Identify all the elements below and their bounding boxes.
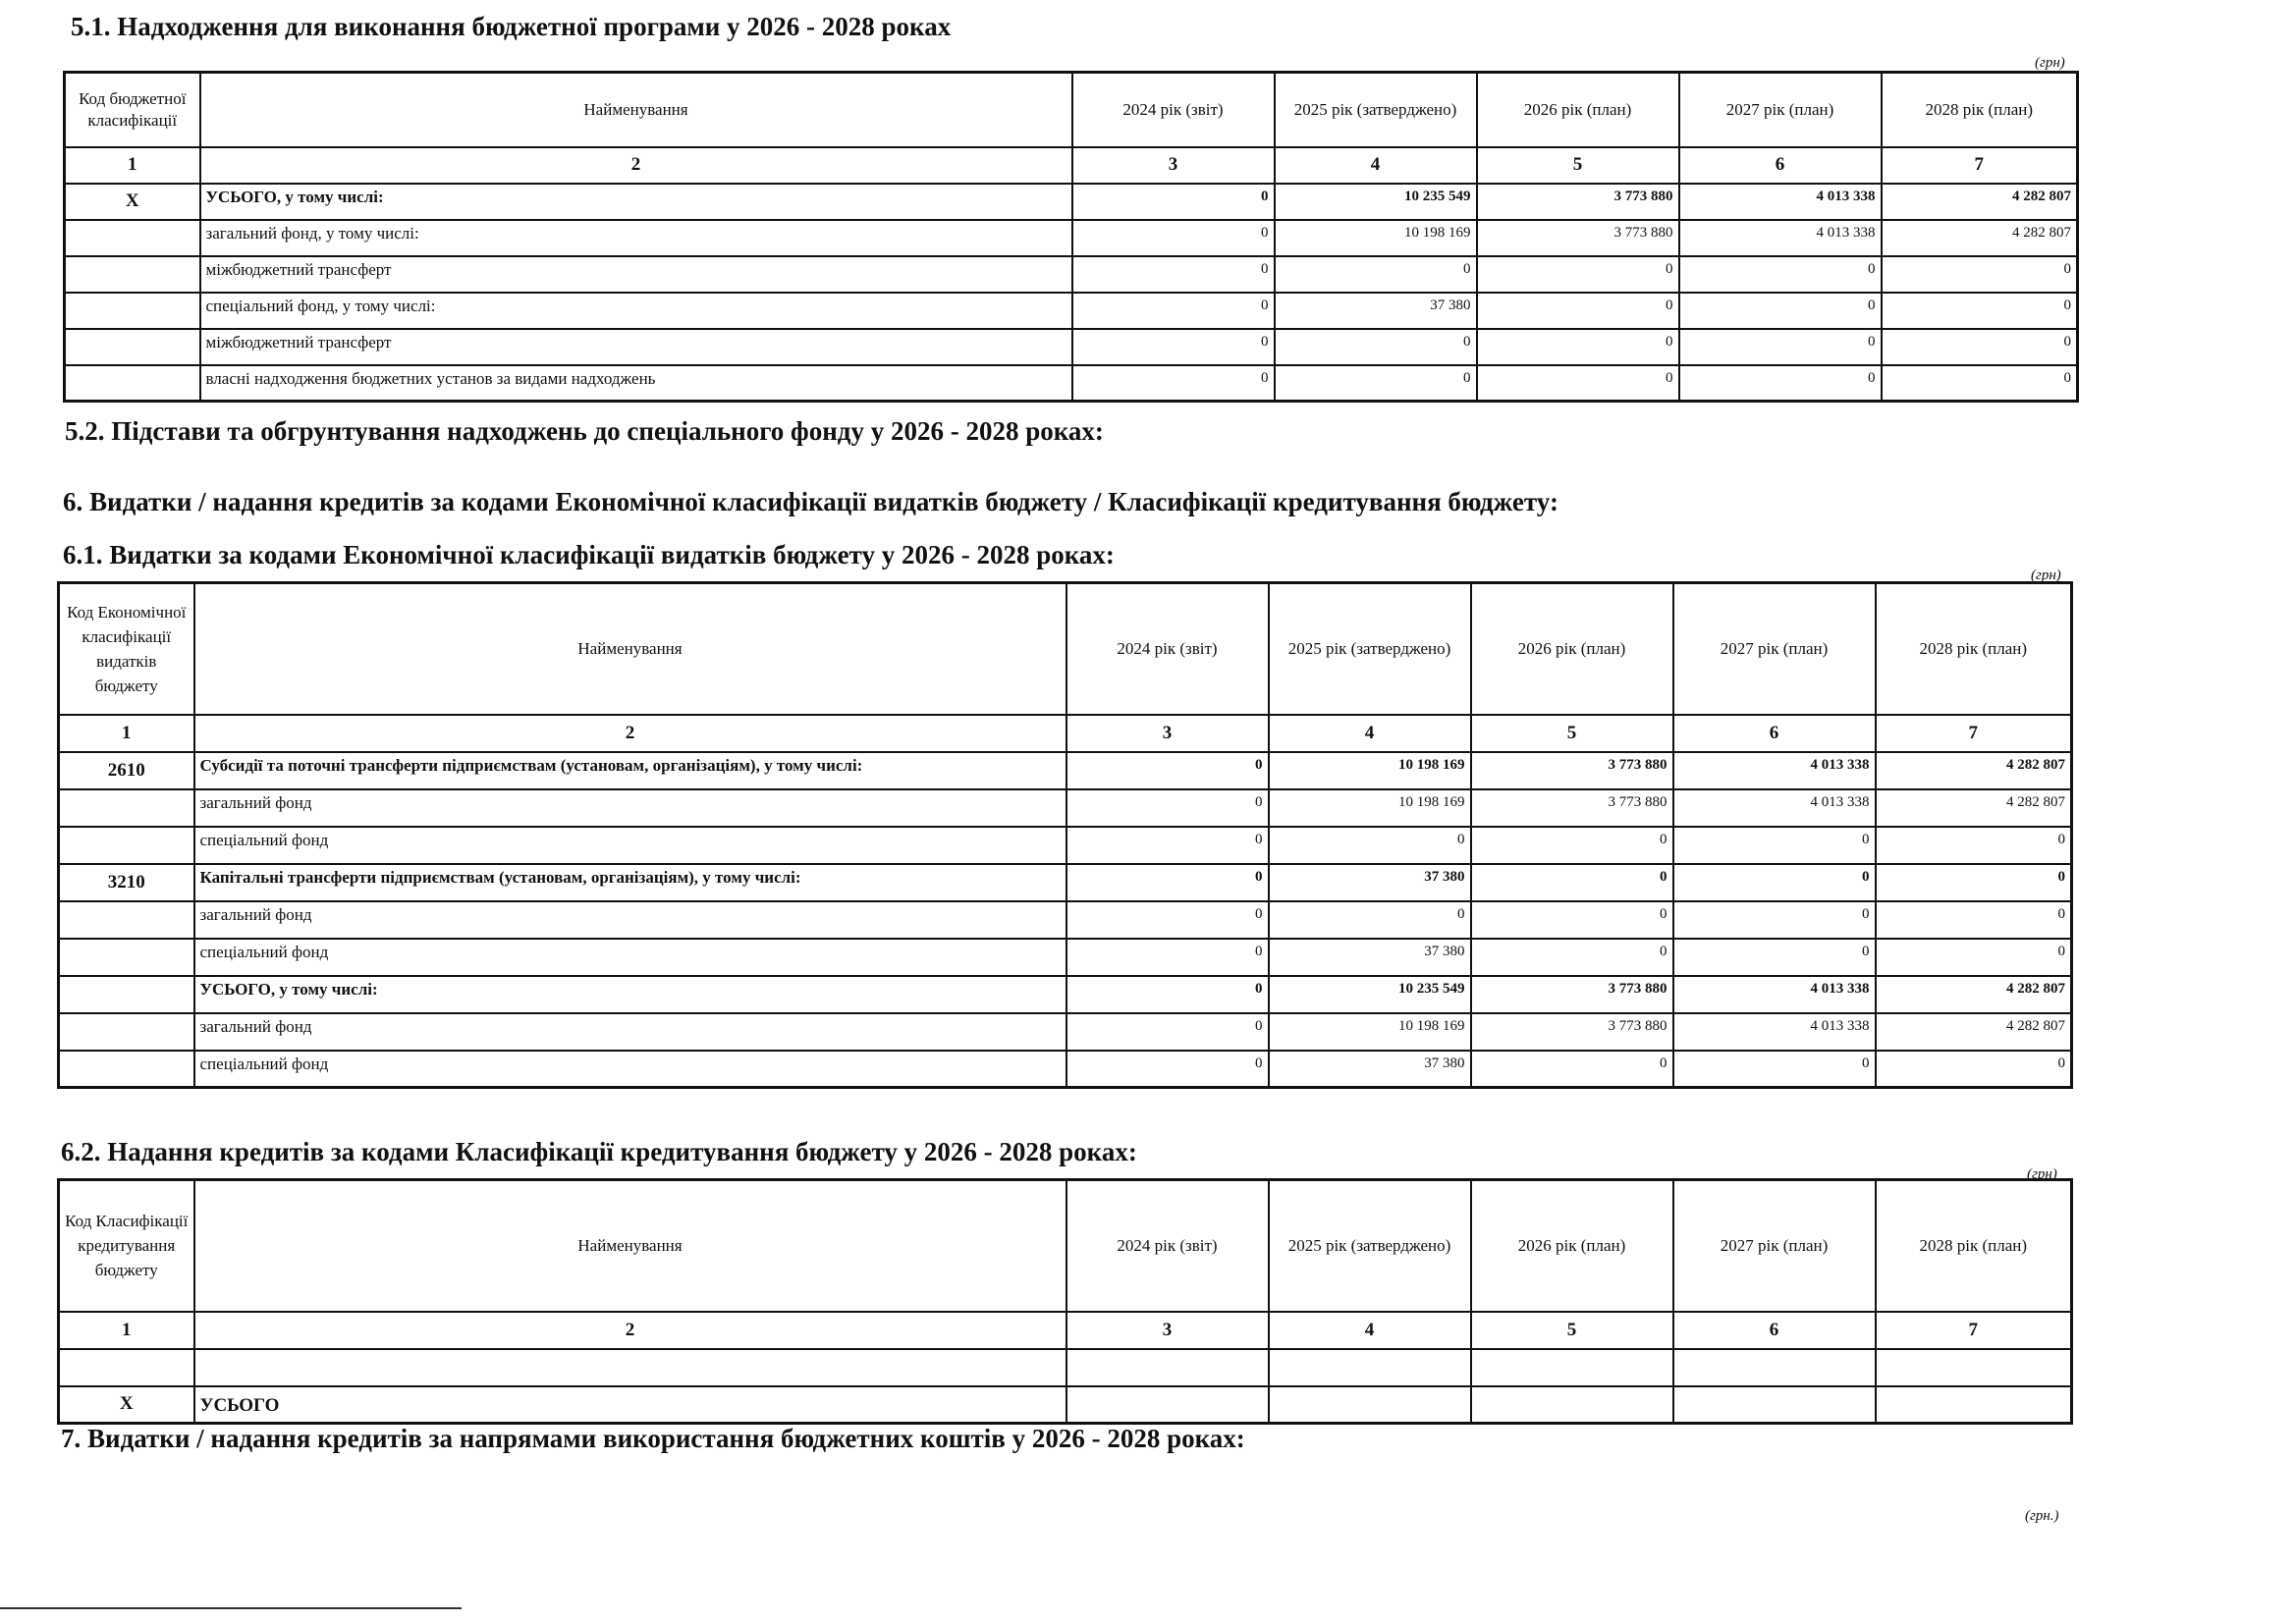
table-row bbox=[59, 939, 2072, 976]
col-2026-header: 2026 рік (план) bbox=[1471, 1180, 1673, 1312]
col-2028-header: 2028 рік (план) bbox=[1876, 583, 2072, 715]
table-row bbox=[59, 827, 2072, 864]
value-2026: 3 773 880 bbox=[1471, 752, 1673, 789]
value-2026 bbox=[1471, 1386, 1673, 1424]
value-2027: 0 bbox=[1673, 827, 1876, 864]
col-number: 3 bbox=[1066, 1312, 1269, 1349]
col-number: 6 bbox=[1673, 715, 1876, 752]
row-name: міжбюджетний трансферт bbox=[200, 329, 1072, 365]
value-2025: 10 235 549 bbox=[1269, 976, 1471, 1013]
col-number: 1 bbox=[59, 1312, 194, 1349]
value-2024: 0 bbox=[1066, 901, 1269, 939]
value-2025: 10 198 169 bbox=[1269, 789, 1471, 827]
col-2028-header: 2028 рік (план) bbox=[1882, 73, 2078, 147]
row-code bbox=[59, 901, 194, 939]
col-2028-header: 2028 рік (план) bbox=[1876, 1180, 2072, 1312]
value-2027: 4 013 338 bbox=[1673, 752, 1876, 789]
row-code bbox=[59, 976, 194, 1013]
table-5-1-body bbox=[65, 73, 2078, 402]
value-2028: 0 bbox=[1882, 256, 2078, 293]
col-code-header: Код Економічної класифікації видатків бюджету bbox=[59, 583, 194, 715]
value-2025 bbox=[1269, 1386, 1471, 1424]
value-2028 bbox=[1876, 1386, 2072, 1424]
value-2025: 10 198 169 bbox=[1269, 752, 1471, 789]
value-2024: 0 bbox=[1072, 184, 1275, 220]
value-2024: 0 bbox=[1072, 220, 1275, 256]
value-2026: 0 bbox=[1471, 864, 1673, 901]
row-code bbox=[59, 1051, 194, 1088]
col-code-header: Код бюджетної класифікації bbox=[65, 73, 200, 147]
col-2026-header: 2026 рік (план) bbox=[1471, 583, 1673, 715]
row-name: спеціальний фонд bbox=[194, 939, 1066, 976]
value-2028: 4 282 807 bbox=[1876, 1013, 2072, 1051]
row-name: загальний фонд, у тому числі: bbox=[200, 220, 1072, 256]
value-2028: 4 282 807 bbox=[1876, 976, 2072, 1013]
value-2024: 0 bbox=[1066, 1051, 1269, 1088]
row-code bbox=[59, 1013, 194, 1051]
row-code bbox=[59, 1349, 194, 1386]
col-number: 1 bbox=[59, 715, 194, 752]
value-2024: 0 bbox=[1072, 329, 1275, 365]
value-2028 bbox=[1876, 1349, 2072, 1386]
col-code-header: Код Класифікації кредитування бюджету bbox=[59, 1180, 194, 1312]
col-name-header: Найменування bbox=[194, 583, 1066, 715]
value-2028: 0 bbox=[1876, 827, 2072, 864]
row-name: власні надходження бюджетних установ за видами надходжень bbox=[200, 365, 1072, 402]
value-2027 bbox=[1673, 1386, 1876, 1424]
row-code: Х bbox=[65, 184, 200, 220]
table-row bbox=[59, 1013, 2072, 1051]
value-2025: 10 198 169 bbox=[1269, 1013, 1471, 1051]
table-row bbox=[59, 901, 2072, 939]
value-2027: 0 bbox=[1679, 256, 1882, 293]
value-2026 bbox=[1471, 1349, 1673, 1386]
value-2026: 0 bbox=[1471, 901, 1673, 939]
col-number: 7 bbox=[1876, 715, 2072, 752]
table-row bbox=[59, 1386, 2072, 1424]
value-2025: 0 bbox=[1269, 827, 1471, 864]
value-2024: 0 bbox=[1066, 1013, 1269, 1051]
section-7-unit: (грн.) bbox=[2025, 1508, 2059, 1524]
col-2026-header: 2026 рік (план) bbox=[1477, 73, 1679, 147]
table-row bbox=[59, 1051, 2072, 1088]
value-2028: 4 282 807 bbox=[1882, 220, 2078, 256]
row-name: спеціальний фонд bbox=[194, 827, 1066, 864]
section-5-1-heading: 5.1. Надходження для виконання бюджетної програми у 2026 - 2028 роках bbox=[71, 12, 952, 41]
table-row bbox=[65, 256, 2078, 293]
col-2024-header: 2024 рік (звіт) bbox=[1066, 1180, 1269, 1312]
value-2025: 0 bbox=[1269, 901, 1471, 939]
value-2024: 0 bbox=[1066, 827, 1269, 864]
value-2027: 0 bbox=[1673, 1051, 1876, 1088]
col-name-header: Найменування bbox=[194, 1180, 1066, 1312]
value-2028: 0 bbox=[1882, 365, 2078, 402]
value-2028: 0 bbox=[1876, 1051, 2072, 1088]
value-2027: 4 013 338 bbox=[1679, 184, 1882, 220]
value-2024: 0 bbox=[1066, 976, 1269, 1013]
table-6-2 bbox=[57, 1178, 2073, 1425]
col-number: 7 bbox=[1876, 1312, 2072, 1349]
value-2024: 0 bbox=[1066, 752, 1269, 789]
value-2028: 4 282 807 bbox=[1876, 752, 2072, 789]
value-2027: 4 013 338 bbox=[1673, 976, 1876, 1013]
row-name: УСЬОГО bbox=[194, 1386, 1066, 1424]
value-2027: 0 bbox=[1679, 365, 1882, 402]
value-2026: 3 773 880 bbox=[1471, 976, 1673, 1013]
value-2027: 0 bbox=[1679, 329, 1882, 365]
row-name: спеціальний фонд, у тому числі: bbox=[200, 293, 1072, 329]
col-number: 6 bbox=[1679, 147, 1882, 184]
col-2025-header: 2025 рік (затверджено) bbox=[1269, 1180, 1471, 1312]
col-number: 4 bbox=[1269, 1312, 1471, 1349]
row-name: загальний фонд bbox=[194, 1013, 1066, 1051]
table-row bbox=[65, 220, 2078, 256]
row-code: 3210 bbox=[59, 864, 194, 901]
value-2026: 0 bbox=[1471, 939, 1673, 976]
col-number: 5 bbox=[1471, 715, 1673, 752]
col-2025-header: 2025 рік (затверджено) bbox=[1269, 583, 1471, 715]
value-2027: 4 013 338 bbox=[1673, 789, 1876, 827]
col-2024-header: 2024 рік (звіт) bbox=[1066, 583, 1269, 715]
value-2025: 0 bbox=[1275, 365, 1477, 402]
col-number: 3 bbox=[1072, 147, 1275, 184]
value-2027: 0 bbox=[1673, 901, 1876, 939]
section-6-1-heading: 6.1. Видатки за кодами Економічної класифікації видатків бюджету у 2026 - 2028 роках: bbox=[63, 540, 1115, 569]
col-number: 3 bbox=[1066, 715, 1269, 752]
value-2028: 0 bbox=[1876, 901, 2072, 939]
row-code bbox=[65, 365, 200, 402]
value-2026: 0 bbox=[1471, 1051, 1673, 1088]
value-2028: 0 bbox=[1882, 293, 2078, 329]
value-2027 bbox=[1673, 1349, 1876, 1386]
value-2027: 0 bbox=[1679, 293, 1882, 329]
row-code bbox=[65, 256, 200, 293]
col-number: 4 bbox=[1275, 147, 1477, 184]
row-name: УСЬОГО, у тому числі: bbox=[194, 976, 1066, 1013]
value-2025: 37 380 bbox=[1269, 939, 1471, 976]
section-6-1-unit: (грн) bbox=[2031, 568, 2061, 583]
col-2027-header: 2027 рік (план) bbox=[1679, 73, 1882, 147]
value-2025: 37 380 bbox=[1269, 1051, 1471, 1088]
row-code bbox=[65, 220, 200, 256]
row-name bbox=[194, 1349, 1066, 1386]
value-2026: 0 bbox=[1477, 365, 1679, 402]
value-2024 bbox=[1066, 1349, 1269, 1386]
value-2024: 0 bbox=[1072, 365, 1275, 402]
table-row bbox=[65, 365, 2078, 402]
value-2027: 4 013 338 bbox=[1673, 1013, 1876, 1051]
row-code: Х bbox=[59, 1386, 194, 1424]
value-2026: 3 773 880 bbox=[1477, 184, 1679, 220]
value-2027: 4 013 338 bbox=[1679, 220, 1882, 256]
value-2025: 0 bbox=[1275, 329, 1477, 365]
value-2026: 0 bbox=[1477, 293, 1679, 329]
table-row bbox=[59, 1349, 2072, 1386]
row-code bbox=[59, 827, 194, 864]
section-6-2-unit: (грн) bbox=[2027, 1166, 2057, 1182]
col-name-header: Найменування bbox=[200, 73, 1072, 147]
row-name: спеціальний фонд bbox=[194, 1051, 1066, 1088]
table-6-1-body bbox=[59, 583, 2072, 1088]
row-name: Капітальні трансферти підприємствам (установам, організаціям), у тому числі: bbox=[194, 864, 1066, 901]
row-name: загальний фонд bbox=[194, 901, 1066, 939]
value-2028: 4 282 807 bbox=[1882, 184, 2078, 220]
row-code: 2610 bbox=[59, 752, 194, 789]
section-5-2-heading: 5.2. Підстави та обгрунтування надходжень до спеціального фонду у 2026 - 2028 роках: bbox=[65, 416, 1104, 446]
col-number: 2 bbox=[200, 147, 1072, 184]
value-2025: 0 bbox=[1275, 256, 1477, 293]
table-row bbox=[65, 184, 2078, 220]
value-2025: 10 198 169 bbox=[1275, 220, 1477, 256]
table-6-2-body bbox=[59, 1180, 2072, 1424]
value-2026: 0 bbox=[1477, 256, 1679, 293]
col-number: 1 bbox=[65, 147, 200, 184]
row-code bbox=[59, 789, 194, 827]
section-7-heading: 7. Видатки / надання кредитів за напрямами використання бюджетних коштів у 2026 - 2028 роках: bbox=[61, 1424, 1245, 1453]
value-2024 bbox=[1066, 1386, 1269, 1424]
col-2025-header: 2025 рік (затверджено) bbox=[1275, 73, 1477, 147]
value-2028: 0 bbox=[1882, 329, 2078, 365]
value-2026: 3 773 880 bbox=[1471, 1013, 1673, 1051]
row-code bbox=[65, 329, 200, 365]
section-6-heading: 6. Видатки / надання кредитів за кодами Економічної класифікації видатків бюджету / Класифікації кредитування бюджету: bbox=[63, 487, 1558, 516]
table-5-1 bbox=[63, 71, 2079, 403]
table-6-1 bbox=[57, 581, 2073, 1089]
value-2028: 0 bbox=[1876, 864, 2072, 901]
col-2027-header: 2027 рік (план) bbox=[1673, 583, 1876, 715]
table-row bbox=[59, 976, 2072, 1013]
scan-edge-line bbox=[0, 1607, 462, 1609]
value-2024: 0 bbox=[1066, 789, 1269, 827]
table-row bbox=[65, 293, 2078, 329]
value-2026: 0 bbox=[1477, 329, 1679, 365]
value-2026: 3 773 880 bbox=[1471, 789, 1673, 827]
col-2027-header: 2027 рік (план) bbox=[1673, 1180, 1876, 1312]
value-2024: 0 bbox=[1066, 864, 1269, 901]
row-name: загальний фонд bbox=[194, 789, 1066, 827]
col-number: 5 bbox=[1471, 1312, 1673, 1349]
value-2024: 0 bbox=[1072, 256, 1275, 293]
row-code bbox=[65, 293, 200, 329]
col-number: 2 bbox=[194, 715, 1066, 752]
table-row bbox=[59, 789, 2072, 827]
value-2026: 0 bbox=[1471, 827, 1673, 864]
table-row bbox=[65, 329, 2078, 365]
col-number: 5 bbox=[1477, 147, 1679, 184]
value-2024: 0 bbox=[1066, 939, 1269, 976]
table-row bbox=[59, 864, 2072, 901]
value-2025: 10 235 549 bbox=[1275, 184, 1477, 220]
value-2024: 0 bbox=[1072, 293, 1275, 329]
col-number: 4 bbox=[1269, 715, 1471, 752]
value-2027: 0 bbox=[1673, 864, 1876, 901]
value-2025 bbox=[1269, 1349, 1471, 1386]
value-2027: 0 bbox=[1673, 939, 1876, 976]
col-number: 2 bbox=[194, 1312, 1066, 1349]
value-2028: 4 282 807 bbox=[1876, 789, 2072, 827]
row-name: міжбюджетний трансферт bbox=[200, 256, 1072, 293]
row-code bbox=[59, 939, 194, 976]
col-number: 7 bbox=[1882, 147, 2078, 184]
row-name: Субсидії та поточні трансферти підприємствам (установам, організаціям), у тому числі: bbox=[194, 752, 1066, 789]
value-2025: 37 380 bbox=[1269, 864, 1471, 901]
value-2028: 0 bbox=[1876, 939, 2072, 976]
section-6-2-heading: 6.2. Надання кредитів за кодами Класифікації кредитування бюджету у 2026 - 2028 роках: bbox=[61, 1137, 1137, 1166]
row-name: УСЬОГО, у тому числі: bbox=[200, 184, 1072, 220]
table-row bbox=[59, 752, 2072, 789]
value-2026: 3 773 880 bbox=[1477, 220, 1679, 256]
col-2024-header: 2024 рік (звіт) bbox=[1072, 73, 1275, 147]
section-5-1-unit: (грн) bbox=[2035, 55, 2065, 71]
value-2025: 37 380 bbox=[1275, 293, 1477, 329]
col-number: 6 bbox=[1673, 1312, 1876, 1349]
